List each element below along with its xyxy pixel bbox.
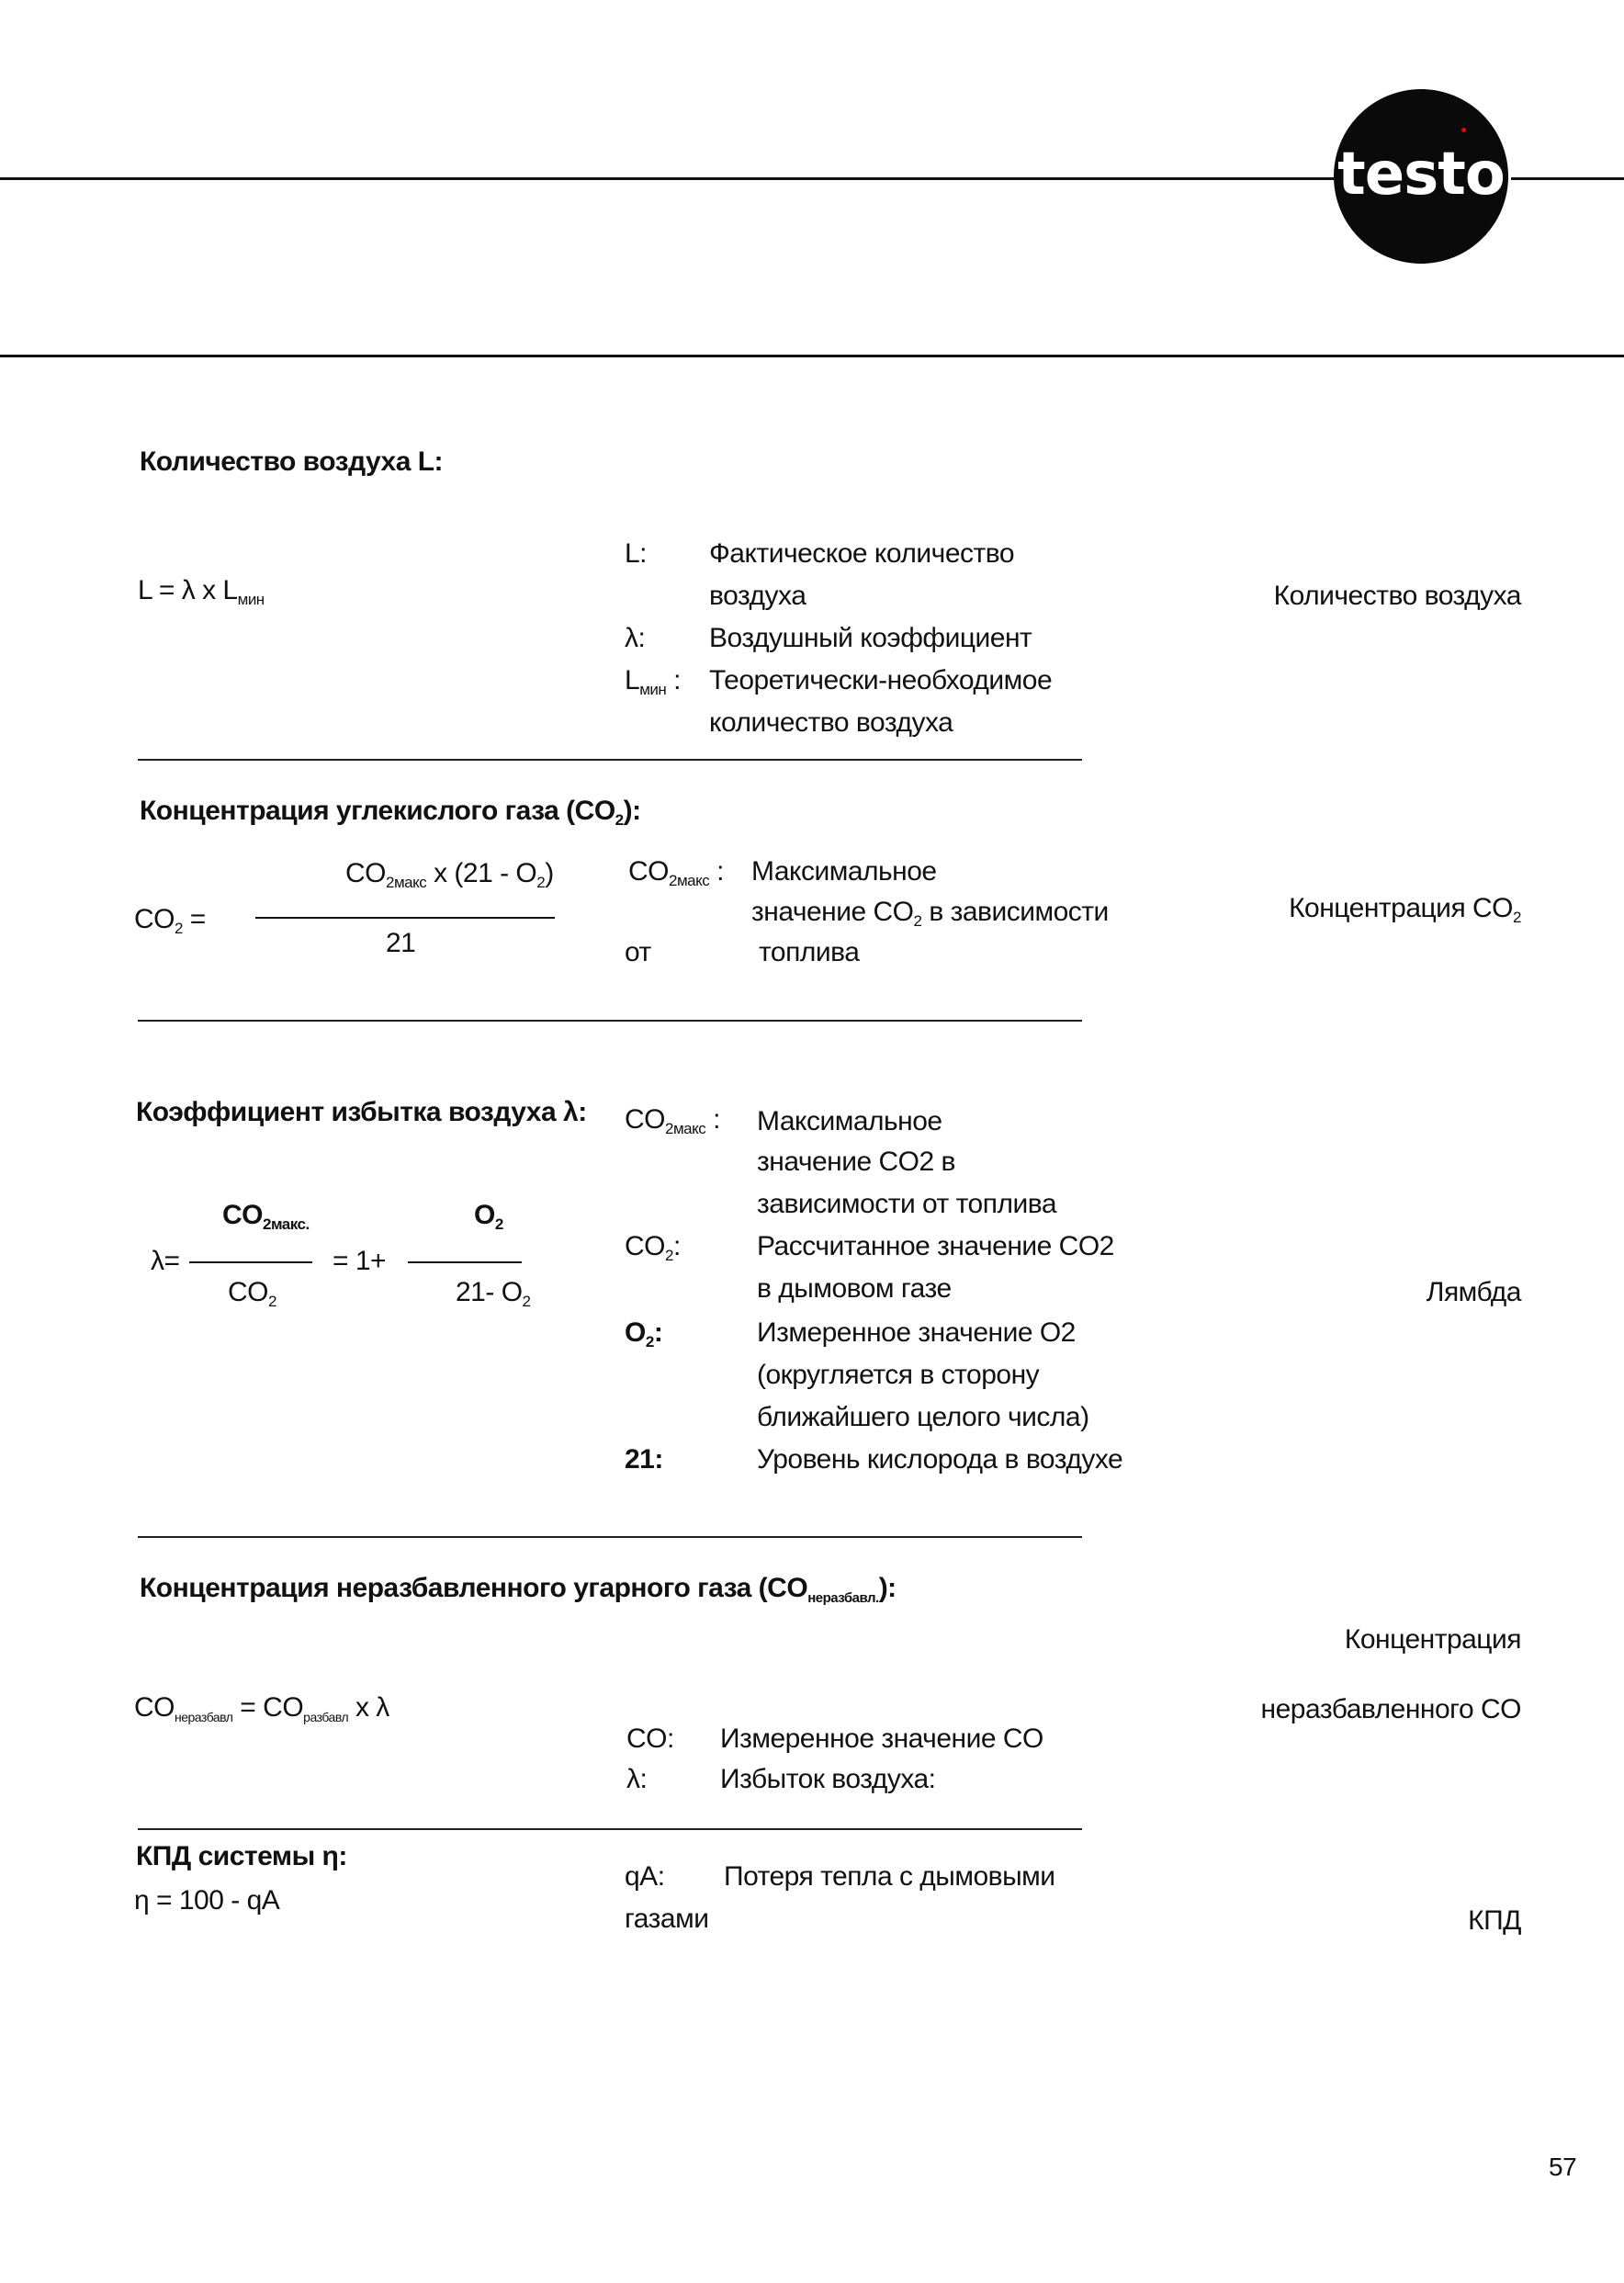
logo-dot — [1461, 128, 1466, 132]
side-label-co2-main: Концентрация CO — [1289, 893, 1514, 923]
formula-air-quantity-main: L = λ x L — [138, 575, 238, 605]
header-rule-right — [1511, 177, 1624, 180]
lambda-lhs: λ= — [151, 1246, 180, 1276]
co2-num-sub2: 2 — [536, 874, 546, 891]
lambda-def-sym-o2 — [625, 1312, 662, 1354]
co2-formula-denominator: 21 — [386, 928, 416, 958]
co-undiluted-a-sub: неразбавл — [175, 1710, 233, 1724]
lambda-num2-main: O — [474, 1200, 495, 1230]
formula-co-undiluted — [134, 1687, 389, 1729]
co-def-sym-co: CO: — [626, 1724, 674, 1754]
side-label-co-undiluted-1: Концентрация — [1344, 1624, 1521, 1655]
lambda-def-o2-2: (округляется в сторону — [757, 1360, 1040, 1390]
page-number: 57 — [1549, 2153, 1577, 2181]
lambda-num1 — [222, 1194, 310, 1237]
lambda-def-sym-co2max-tail: : — [705, 1104, 720, 1135]
co-def-text-lambda: Избыток воздуха: — [720, 1764, 936, 1794]
co2-num-sub: 2макс — [386, 874, 427, 891]
eff-def-text2: газами — [625, 1904, 709, 1934]
co2-def-line1: Максимальное — [751, 856, 937, 887]
co-undiluted-a: CO — [134, 1692, 175, 1723]
side-label-co2-sub: 2 — [1513, 909, 1521, 926]
co2-num-tail2: ) — [545, 858, 554, 888]
heading-efficiency: КПД системы η: — [136, 1841, 347, 1871]
heading-co-undiluted-sub: неразбавл. — [807, 1590, 879, 1606]
def-text-lambda: Воздушный коэффициент — [709, 623, 1032, 653]
side-label-efficiency: КПД — [1468, 1905, 1521, 1936]
co2-formula-lhs-sub: 2 — [175, 920, 183, 937]
def-text-Lmin-1: Теоретически-необходимое — [709, 665, 1053, 695]
lambda-def-o2-3: ближайшего целого числа) — [757, 1402, 1089, 1432]
lambda-fraction-bar-1 — [189, 1261, 312, 1263]
lambda-def-co2max-2: значение CO2 в — [757, 1147, 955, 1177]
co-undiluted-b-sub: разбавл — [303, 1710, 349, 1724]
lambda-num2-sub: 2 — [494, 1215, 503, 1233]
lambda-den1-main: CO — [228, 1277, 268, 1307]
lambda-den2-sub: 2 — [522, 1293, 531, 1310]
co2-def-symbol-sub: 2макс — [669, 872, 710, 889]
lambda-def-sym-co2max — [625, 1099, 720, 1141]
lambda-def-o2-1: Измеренное значение O2 — [757, 1317, 1076, 1348]
co2-def-from: от — [625, 937, 651, 967]
header-rule-lower — [0, 355, 1624, 357]
heading-lambda: Коэффициент избытка воздуха λ: — [136, 1097, 587, 1127]
co2-def-symbol-main: CO — [628, 856, 669, 887]
lambda-def-sym-co2max-sub: 2макс — [665, 1120, 706, 1137]
def-symbol-Lmin-tail: : — [666, 665, 681, 695]
lambda-den1-sub: 2 — [268, 1293, 276, 1310]
co-def-text-co: Измеренное значение CO — [720, 1724, 1043, 1754]
eff-def-text: Потеря тепла с дымовыми — [724, 1861, 1055, 1892]
formula-air-quantity-sub: мин — [237, 591, 265, 608]
co2-def-line3: топлива — [759, 937, 860, 967]
lambda-def-co2-1: Рассчитанное значение CO2 — [757, 1231, 1114, 1261]
co2-formula-lhs — [134, 899, 206, 941]
lambda-den2-main: 21- O — [456, 1277, 523, 1307]
co2-def-symbol-tail: : — [709, 856, 724, 887]
def-text-Lmin-2: количество воздуха — [709, 707, 953, 738]
lambda-def-sym-o2-sub: 2 — [645, 1333, 654, 1351]
lambda-den2 — [456, 1271, 531, 1314]
lambda-def-sym-co2-main: CO — [625, 1231, 665, 1261]
eff-def-sym: qA: — [625, 1861, 665, 1892]
def-symbol-Lmin — [625, 660, 681, 702]
lambda-def-co2max-1: Максимальное — [757, 1106, 942, 1136]
lambda-den1 — [228, 1271, 276, 1314]
side-label-co-undiluted-2: неразбавленного CO — [1260, 1694, 1521, 1724]
heading-co-undiluted-tail: ): — [878, 1573, 897, 1603]
section-divider-2 — [138, 1020, 1082, 1022]
lambda-def-sym-o2-main: O — [625, 1317, 646, 1348]
side-label-air-quantity: Количество воздуха — [1273, 581, 1521, 611]
co2-def-line2-tail: в зависимости — [921, 897, 1109, 927]
def-symbol-lambda: λ: — [625, 623, 646, 653]
lambda-num1-sub: 2макс. — [263, 1215, 310, 1233]
lambda-def-co2max-3: зависимости от топлива — [757, 1189, 1057, 1219]
lambda-def-sym-o2-tail: : — [653, 1317, 663, 1348]
side-label-lambda: Лямбда — [1426, 1277, 1521, 1307]
side-label-co2 — [1289, 887, 1521, 930]
co2-formula-lhs-main: CO — [134, 904, 175, 934]
logo-text: testo — [1337, 141, 1505, 209]
section-divider-1 — [138, 759, 1082, 761]
lambda-def-21: Уровень кислорода в воздухе — [757, 1444, 1123, 1475]
header-rule-left — [0, 177, 1334, 180]
lambda-num1-main: CO — [222, 1200, 263, 1230]
def-text-L-2: воздуха — [709, 581, 806, 611]
section-divider-3 — [138, 1536, 1082, 1538]
lambda-mid: = 1+ — [333, 1246, 387, 1276]
lambda-def-sym-co2-sub: 2 — [665, 1247, 673, 1264]
co2-num-main: CO — [345, 858, 386, 888]
formula-air-quantity — [138, 570, 265, 612]
heading-co2-main: Концентрация углекислого газа (CO — [140, 796, 615, 826]
heading-co2 — [140, 796, 641, 827]
co2-def-symbol — [628, 851, 724, 893]
co2-def-line2 — [751, 891, 1109, 933]
lambda-def-sym-co2 — [625, 1226, 681, 1268]
lambda-def-sym-co2max-main: CO — [625, 1104, 665, 1135]
co2-def-line2-sub: 2 — [913, 912, 922, 930]
heading-co-undiluted — [140, 1573, 897, 1604]
formula-efficiency: η = 100 - qA — [134, 1885, 280, 1916]
lambda-def-sym-co2-tail: : — [672, 1231, 681, 1261]
lambda-def-co2-2: в дымовом газе — [757, 1273, 952, 1304]
def-symbol-L: L: — [625, 538, 648, 569]
section-divider-4 — [138, 1828, 1082, 1830]
heading-co2-tail: ): — [623, 796, 641, 826]
def-text-L-1: Фактическое количество — [709, 538, 1015, 569]
co2-def-line2-main: значение CO — [751, 897, 914, 927]
co2-fraction-bar — [255, 917, 555, 919]
heading-co2-sub: 2 — [615, 811, 624, 829]
heading-air-quantity: Количество воздуха L: — [140, 446, 444, 477]
def-symbol-Lmin-main: L — [625, 665, 640, 695]
co-def-sym-lambda: λ: — [626, 1764, 648, 1794]
co-undiluted-b: = CO — [232, 1692, 304, 1723]
lambda-fraction-bar-2 — [408, 1261, 522, 1263]
co2-formula-lhs-tail: = — [182, 904, 206, 934]
co2-formula-numerator — [345, 853, 554, 895]
def-symbol-Lmin-sub: мин — [639, 681, 667, 698]
co2-num-tail: x (21 - O — [426, 858, 537, 888]
co-undiluted-c: x λ — [348, 1692, 389, 1723]
lambda-def-sym-21: 21: — [625, 1444, 663, 1475]
heading-co-undiluted-main: Концентрация неразбавленного угарного газа (CO — [140, 1573, 808, 1603]
lambda-num2 — [474, 1194, 503, 1237]
